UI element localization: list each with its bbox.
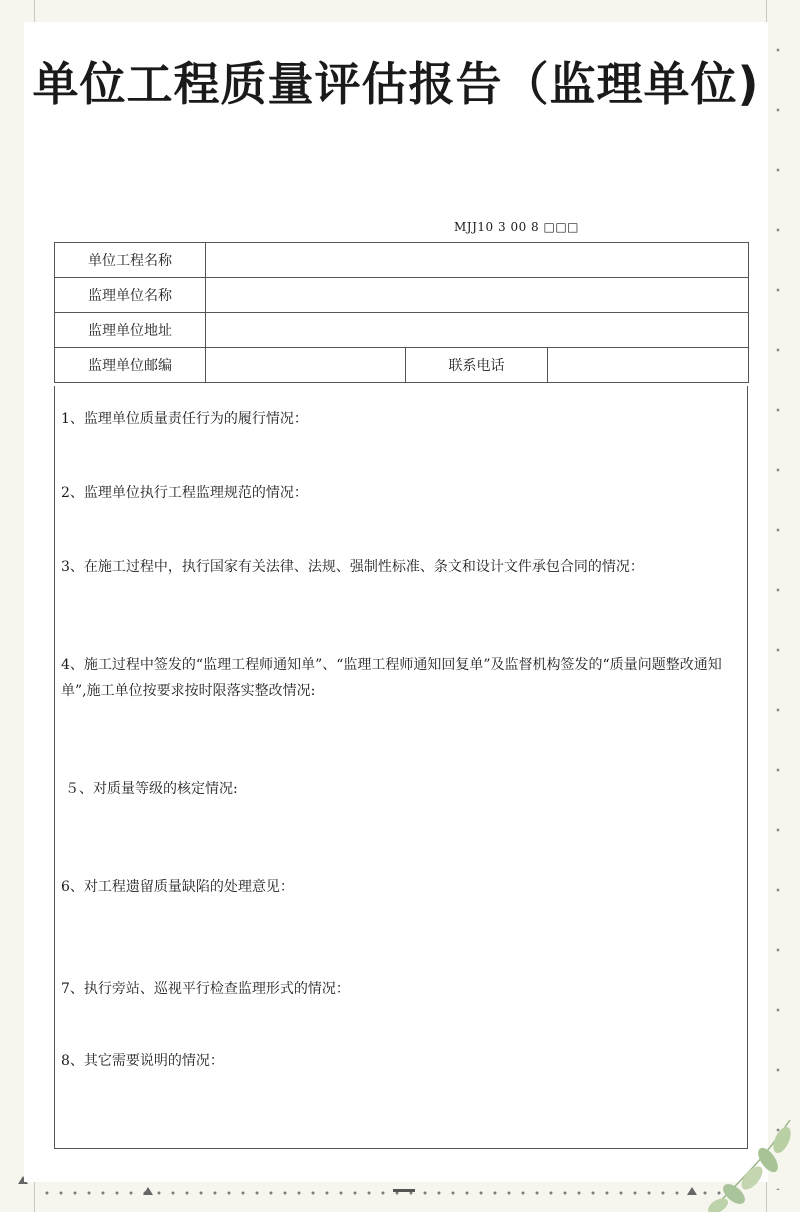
project-name-label: 单位工程名称	[55, 243, 206, 278]
decorative-bar	[393, 1189, 415, 1192]
section-5-label: ５、对质量等级的核定情况:	[65, 781, 238, 797]
contact-phone-label: 联系电话	[406, 348, 548, 383]
decorative-dot-column	[776, 20, 780, 1190]
supervisor-postcode-field[interactable]	[206, 348, 406, 383]
table-row	[55, 313, 749, 348]
table-row	[55, 243, 749, 278]
assessment-content-box	[54, 386, 748, 1149]
section-8-label: 8、其它需要说明的情况：	[61, 1053, 224, 1069]
section-2-label: 2、监理单位执行工程监理规范的情况：	[61, 485, 308, 501]
table-row	[55, 278, 749, 313]
document-page	[24, 22, 768, 1182]
section-3-label: 3、在施工过程中，执行国家有关法律、法规、强制性标准、条文和设计文件承包合同的情况：	[61, 559, 644, 575]
form-code: MJJ10 3 00 8 □□□	[454, 220, 579, 234]
section-6-label: 6、对工程遗留质量缺陷的处理意见：	[61, 879, 294, 895]
supervisor-name-field[interactable]	[206, 278, 749, 313]
decorative-triangle-icon	[143, 1187, 153, 1195]
info-table	[54, 242, 749, 383]
table-row	[55, 348, 749, 383]
document-title: 单位工程质量评估报告（监理单位)	[32, 57, 760, 111]
supervisor-postcode-label: 监理单位邮编	[55, 348, 206, 383]
section-4-label: 4、施工过程中签发的“监理工程师通知单”、“监理工程师通知回复单”及监督机构签发的“质量问题整改通知单”,施工单位按要求按时限落实整改情况:	[61, 657, 722, 699]
supervisor-address-field[interactable]	[206, 313, 749, 348]
section-1-label: 1、监理单位质量责任行为的履行情况：	[61, 411, 308, 427]
supervisor-name-label: 监理单位名称	[55, 278, 206, 313]
contact-phone-field[interactable]	[548, 348, 749, 383]
decorative-leaf-branch-icon	[690, 1120, 800, 1212]
supervisor-address-label: 监理单位地址	[55, 313, 206, 348]
project-name-field[interactable]	[206, 243, 749, 278]
section-7-label: 7、执行旁站、巡视平行检查监理形式的情况：	[61, 981, 350, 997]
